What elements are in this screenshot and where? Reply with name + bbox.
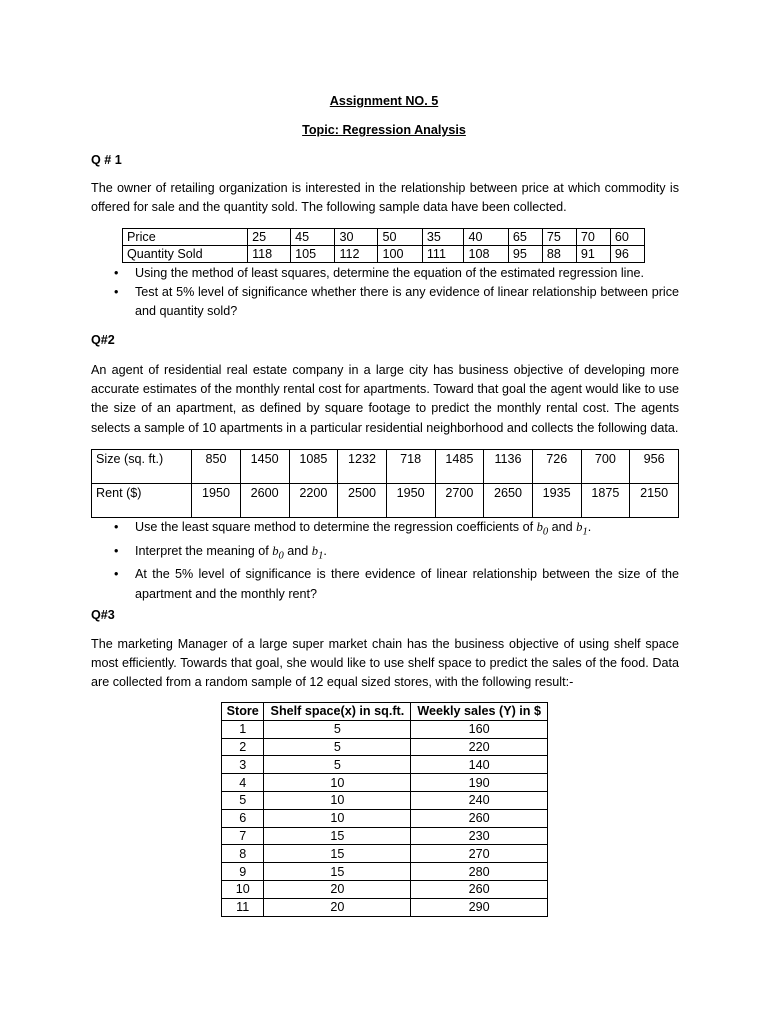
bullet-text: and bbox=[548, 520, 577, 534]
table-row bbox=[92, 484, 679, 518]
table-cell: 5 bbox=[264, 720, 411, 738]
table-cell: 111 bbox=[422, 246, 464, 263]
table-cell: 10 bbox=[264, 791, 411, 809]
table-cell: 60 bbox=[610, 229, 644, 246]
q2-bullet-list bbox=[114, 518, 679, 604]
list-item bbox=[114, 283, 679, 321]
coefficient-b1 bbox=[311, 543, 324, 562]
table-row bbox=[222, 738, 548, 756]
table-cell: 230 bbox=[411, 827, 548, 845]
row-label-size: Size (sq. ft.) bbox=[92, 450, 192, 484]
topic-heading: Topic: Regression Analysis bbox=[302, 123, 466, 137]
table-cell: 956 bbox=[630, 450, 679, 484]
list-item bbox=[114, 565, 679, 603]
table-cell: 15 bbox=[264, 845, 411, 863]
assignment-title: Assignment NO. 5 bbox=[329, 94, 439, 108]
table-cell: 10 bbox=[264, 774, 411, 792]
table-row bbox=[222, 880, 548, 898]
subscript: 1 bbox=[318, 550, 324, 562]
table-row bbox=[222, 827, 548, 845]
price-quantity-table bbox=[122, 228, 645, 263]
table-cell: 15 bbox=[264, 863, 411, 881]
table-cell: 11 bbox=[222, 898, 264, 916]
row-label-quantity: Quantity Sold bbox=[123, 246, 248, 263]
table-cell: 25 bbox=[248, 229, 291, 246]
q1-heading: Q # 1 bbox=[91, 153, 122, 167]
table-cell: 260 bbox=[411, 880, 548, 898]
table-cell: 65 bbox=[508, 229, 542, 246]
table-cell: 50 bbox=[378, 229, 422, 246]
bullet-icon: • bbox=[114, 266, 119, 280]
coefficient-b0 bbox=[536, 520, 549, 538]
q3-heading: Q#3 bbox=[91, 608, 115, 622]
table-cell: 3 bbox=[222, 756, 264, 774]
table-cell: 7 bbox=[222, 827, 264, 845]
table-row bbox=[92, 450, 679, 484]
bullet-icon: • bbox=[114, 520, 119, 534]
table-cell: 2200 bbox=[289, 484, 338, 518]
table-cell: 45 bbox=[291, 229, 335, 246]
list-item bbox=[114, 264, 679, 283]
bullet-text: Using the method of least squares, determine the equation of the estimated regression line. bbox=[135, 266, 644, 280]
table-cell: 1935 bbox=[532, 484, 581, 518]
table-cell: 2500 bbox=[338, 484, 387, 518]
list-item bbox=[114, 518, 679, 542]
bullet-icon: • bbox=[114, 543, 119, 558]
symbol: b bbox=[576, 520, 583, 534]
table-cell: 160 bbox=[411, 720, 548, 738]
q2-paragraph: An agent of residential real estate company in a large city has business objective of developing more accurate estimates of the monthly rental cost for apartments. Toward that goal the agent would like to use the size of an apartment, as defined by square footage to predict the monthly rental cost. The agents selects a sample of 10 apartments in a particular residential neighborhood and collects the following data. bbox=[91, 363, 679, 435]
table-cell: 2150 bbox=[630, 484, 679, 518]
table-row bbox=[222, 774, 548, 792]
q2-heading: Q#2 bbox=[91, 333, 115, 347]
table-row bbox=[222, 756, 548, 774]
table-cell: 96 bbox=[610, 246, 644, 263]
table-cell: 190 bbox=[411, 774, 548, 792]
shelf-sales-table bbox=[221, 702, 548, 917]
table-cell: 108 bbox=[464, 246, 508, 263]
table-cell: 2 bbox=[222, 738, 264, 756]
symbol: b bbox=[272, 543, 279, 558]
table-cell: 75 bbox=[542, 229, 576, 246]
bullet-text: . bbox=[587, 520, 592, 534]
table-cell: 100 bbox=[378, 246, 422, 263]
row-label-price: Price bbox=[123, 229, 248, 246]
table-cell: 1485 bbox=[435, 450, 484, 484]
subscript: 1 bbox=[582, 526, 588, 538]
table-cell: 240 bbox=[411, 791, 548, 809]
table-cell: 105 bbox=[291, 246, 335, 263]
coefficient-b1 bbox=[576, 520, 588, 538]
table-cell: 2600 bbox=[240, 484, 289, 518]
table-row bbox=[123, 229, 645, 246]
table-cell: 6 bbox=[222, 809, 264, 827]
column-header-sales: Weekly sales (Y) in $ bbox=[411, 703, 548, 721]
table-cell: 30 bbox=[335, 229, 378, 246]
table-cell: 70 bbox=[576, 229, 610, 246]
subscript: 0 bbox=[278, 550, 284, 562]
table-cell: 2700 bbox=[435, 484, 484, 518]
table-cell: 35 bbox=[422, 229, 464, 246]
table-cell: 5 bbox=[222, 791, 264, 809]
table-row bbox=[222, 809, 548, 827]
table-cell: 5 bbox=[264, 738, 411, 756]
table-row bbox=[222, 845, 548, 863]
table-row bbox=[222, 791, 548, 809]
table-cell: 1950 bbox=[386, 484, 435, 518]
table-cell: 15 bbox=[264, 827, 411, 845]
subscript: 0 bbox=[542, 526, 549, 538]
table-cell: 112 bbox=[335, 246, 378, 263]
table-cell: 10 bbox=[264, 809, 411, 827]
size-rent-table bbox=[91, 449, 679, 518]
symbol: b bbox=[536, 520, 543, 534]
table-row bbox=[222, 898, 548, 916]
table-cell: 1136 bbox=[484, 450, 533, 484]
table-cell: 2650 bbox=[484, 484, 533, 518]
table-cell: 718 bbox=[386, 450, 435, 484]
table-cell: 140 bbox=[411, 756, 548, 774]
q1-bullet-list bbox=[114, 264, 679, 322]
table-cell: 5 bbox=[264, 756, 411, 774]
q3-paragraph: The marketing Manager of a large super market chain has the business objective of using shelf space most efficiently. Towards that goal, she would like to use shelf space to predict the sales of the food. Data are collected from a random sample of 12 equal sized stores, with the following result:- bbox=[91, 637, 679, 690]
symbol: b bbox=[311, 543, 319, 558]
coefficient-b0 bbox=[272, 543, 284, 562]
table-cell: 270 bbox=[411, 845, 548, 863]
table-cell: 118 bbox=[248, 246, 291, 263]
table-cell: 220 bbox=[411, 738, 548, 756]
bullet-text: . bbox=[323, 543, 327, 558]
bullet-icon: • bbox=[114, 285, 119, 300]
table-cell: 20 bbox=[264, 880, 411, 898]
column-header-store: Store bbox=[222, 703, 264, 721]
table-cell: 9 bbox=[222, 863, 264, 881]
table-cell: 88 bbox=[542, 246, 576, 263]
table-cell: 290 bbox=[411, 898, 548, 916]
table-row bbox=[222, 863, 548, 881]
table-header-row bbox=[222, 703, 548, 721]
column-header-shelf: Shelf space(x) in sq.ft. bbox=[264, 703, 411, 721]
table-cell: 1950 bbox=[192, 484, 241, 518]
table-cell: 726 bbox=[532, 450, 581, 484]
table-cell: 1085 bbox=[289, 450, 338, 484]
bullet-icon: • bbox=[114, 567, 119, 582]
table-row bbox=[222, 720, 548, 738]
table-cell: 4 bbox=[222, 774, 264, 792]
table-cell: 280 bbox=[411, 863, 548, 881]
table-row bbox=[123, 246, 645, 263]
bullet-text: and bbox=[283, 543, 312, 558]
table-cell: 1450 bbox=[240, 450, 289, 484]
list-item bbox=[114, 542, 679, 566]
row-label-rent: Rent ($) bbox=[92, 484, 192, 518]
table-cell: 700 bbox=[581, 450, 630, 484]
table-cell: 1875 bbox=[581, 484, 630, 518]
bullet-text: At the 5% level of significance is there evidence of linear relationship between the size of the apartment and the monthly rent? bbox=[135, 567, 679, 601]
table-cell: 91 bbox=[576, 246, 610, 263]
bullet-text: Use the least square method to determine the regression coefficients of bbox=[135, 520, 537, 534]
table-cell: 850 bbox=[192, 450, 241, 484]
table-cell: 40 bbox=[464, 229, 508, 246]
table-cell: 20 bbox=[264, 898, 411, 916]
bullet-text: Interpret the meaning of bbox=[135, 543, 273, 558]
table-cell: 10 bbox=[222, 880, 264, 898]
table-cell: 1 bbox=[222, 720, 264, 738]
bullet-text: Test at 5% level of significance whether there is any evidence of linear relationship between price and quantity sold? bbox=[135, 285, 679, 319]
q1-paragraph: The owner of retailing organization is interested in the relationship between price at which commodity is offered for sale and the quantity sold. The following sample data have been collected. bbox=[91, 181, 679, 215]
table-cell: 1232 bbox=[338, 450, 387, 484]
table-cell: 8 bbox=[222, 845, 264, 863]
table-cell: 260 bbox=[411, 809, 548, 827]
table-cell: 95 bbox=[508, 246, 542, 263]
